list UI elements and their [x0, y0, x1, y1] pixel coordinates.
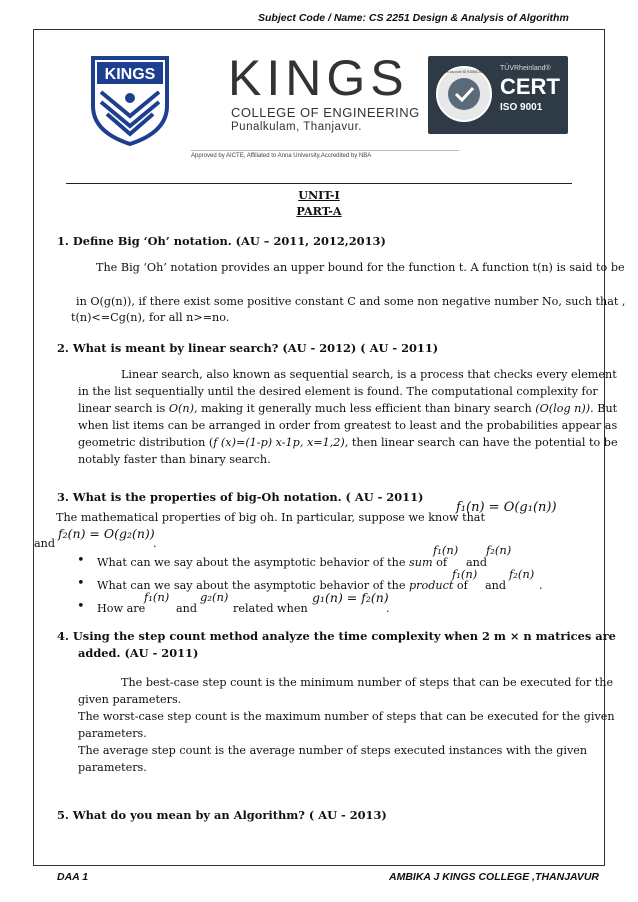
and-label: and [34, 537, 56, 550]
running-header: Subject Code / Name: CS 2251 Design & Analysis of Algorithm [258, 12, 569, 24]
cert-title: CERT [500, 74, 560, 99]
question-4-line-1: 4. Using the step count method analyze the time complexity when 2 m × n matrices are [57, 629, 616, 643]
bullet-3-text-a: How are [97, 602, 146, 615]
period: . [386, 602, 390, 615]
answer-4-line-1: The best-case step count is the minimum number of steps that can be executed for the [121, 676, 614, 689]
answer-2-line-4: when list items can be arranged in order from greatest to least and the probabilities appear as [78, 419, 618, 432]
answer-4-line-3: The worst-case step count is the maximum number of steps that can be executed for the given [78, 710, 615, 723]
math-f1: f₁(n) [433, 543, 459, 557]
college-crest-icon [89, 54, 171, 146]
math-g2: g₂(n) [200, 590, 229, 604]
unit-heading: UNIT-I [298, 188, 340, 202]
question-1: 1. Define Big ‘Oh’ notation. (AU – 2011, 2012,2013) [57, 234, 386, 248]
answer-1-line-2: in O(g(n)), if there exist some positive constant C and some non negative number No, such that , [76, 295, 626, 308]
period: . [539, 579, 543, 592]
question-4-line-2: added. (AU - 2011) [78, 646, 199, 660]
crest-text: KINGS [104, 66, 156, 83]
equation-f2-o-g2: f₂(n) = O(g₂(n)) [58, 526, 155, 541]
college-location: Punalkulam, Thanjavur. [231, 121, 362, 133]
college-banner [83, 47, 577, 162]
answer-1-line-1: The Big ‘Oh’ notation provides an upper bound for the function t. A function t(n) is said to be [96, 261, 625, 274]
part-heading: PART-A [296, 204, 342, 218]
math-f2: f₂(n) [509, 567, 535, 581]
answer-4-line-5: The average step count is the average number of steps executed instances with the given [78, 744, 588, 757]
math-f2: f₂(n) [486, 543, 512, 557]
banner-rule [66, 183, 572, 184]
answer-2-line-3: linear search is O(n), making it generally much less efficient than binary search (O(log n)). But [78, 402, 618, 415]
footer-right: AMBIKA J KINGS COLLEGE ,THANJAVUR [389, 871, 600, 883]
answer-4-line-6: parameters. [78, 761, 147, 774]
footer-left: DAA 1 [57, 871, 89, 883]
bullet-1-text: What can we say about the asymptotic behavior of the sum of [97, 556, 447, 569]
cert-iso: ISO 9001 [500, 102, 543, 113]
bullet-3-and: and [176, 602, 198, 615]
answer-4-line-4: parameters. [78, 727, 147, 740]
math-f1: f₁(n) [452, 567, 478, 581]
college-name-large: KINGS [228, 50, 409, 106]
answer-2-line-6: notably faster than binary search. [78, 453, 271, 466]
question-3: 3. What is the properties of big-Oh notation. ( AU - 2011) [57, 490, 424, 504]
math-f1: f₁(n) [144, 590, 170, 604]
bullet-2-text: What can we say about the asymptotic behavior of the product of [97, 579, 468, 592]
seal-text: www.tuv.com ID 9105015181 [441, 70, 487, 74]
approval-line: Approved by AICTE, Affiliated to Anna University,Accredited by NBA [191, 150, 459, 159]
bullet-2: • [77, 576, 85, 591]
tuv-cert-badge [428, 56, 568, 134]
bullet-3: • [77, 599, 85, 614]
answer-2-line-1: Linear search, also known as sequential search, is a process that checks every element [121, 368, 617, 381]
cert-brand: TÜVRheinland® [500, 65, 551, 72]
answer-4-line-2: given parameters. [78, 693, 182, 706]
question-5: 5. What do you mean by an Algorithm? ( AU - 2013) [57, 808, 387, 822]
bullet-3-text-b: related when [233, 602, 308, 615]
question-2: 2. What is meant by linear search? (AU - 2012) ( AU - 2011) [57, 341, 439, 355]
answer-3-intro: The mathematical properties of big oh. In particular, suppose we know that [56, 511, 485, 524]
and-word: and [485, 579, 507, 592]
college-subtitle: COLLEGE OF ENGINEERING [231, 105, 420, 120]
answer-1-line-3: t(n)<=Cg(n), for all n>=no. [71, 311, 230, 324]
answer-2-line-2: in the list sequentially until the desired element is found. The computational complexity for [78, 385, 598, 398]
equation-f1-o-g1: f₁(n) = O(g₁(n)) [456, 500, 557, 515]
tuv-seal-icon [434, 64, 494, 124]
answer-2-line-5: geometric distribution (f (x)=(1-p) x-1p, x=1,2), then linear search can have the potential to be [78, 436, 618, 449]
period: . [153, 537, 157, 550]
equation-g1-eq-f2: g₁(n) = f₂(n) [312, 590, 389, 605]
and-word: and [466, 556, 488, 569]
bullet-1: • [77, 553, 85, 568]
